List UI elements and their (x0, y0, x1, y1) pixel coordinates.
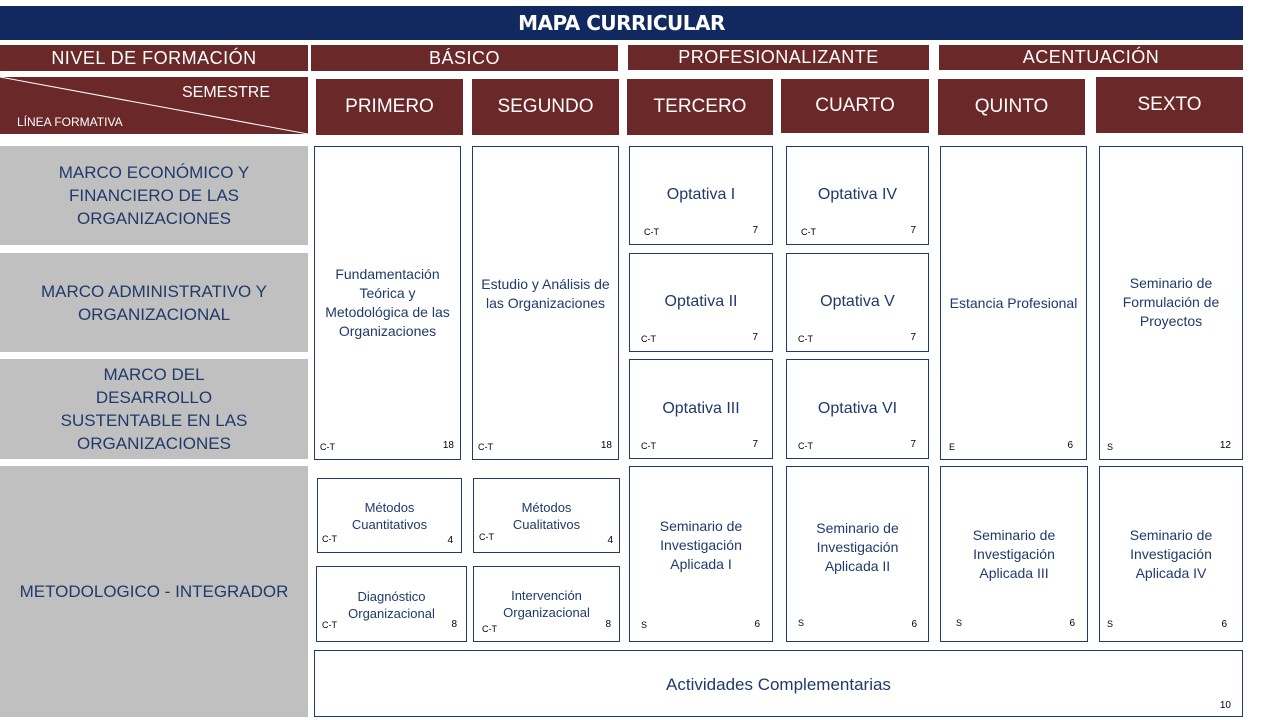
course-card-intervencion[interactable] (473, 566, 620, 642)
course-name: Seminario de Formulación de Proyectos (1122, 275, 1220, 329)
course-name: Optativa I (666, 186, 736, 203)
semester-header-6: SEXTO (1096, 77, 1243, 133)
course-name: Actividades Complementarias (666, 675, 891, 694)
course-name: Optativa VI (817, 400, 898, 417)
course-type: C-T (322, 620, 337, 630)
course-card-sia-1[interactable] (629, 466, 773, 642)
course-credits: 7 (752, 225, 758, 236)
level-basico: BÁSICO (311, 45, 618, 71)
course-credits: 7 (910, 332, 916, 343)
course-credits: 10 (1219, 700, 1231, 711)
line-label-economico: MARCO ECONÓMICO Y FINANCIERO DE LAS ORGANIZACIONES (0, 146, 308, 245)
course-credits: 7 (910, 225, 916, 236)
course-type: C-T (320, 442, 335, 452)
course-type: C-T (798, 334, 813, 344)
course-card-actividades-complementarias[interactable] (314, 650, 1243, 717)
course-card-estudio[interactable] (472, 146, 619, 460)
course-card-metodos-cuantitativos[interactable] (317, 478, 462, 553)
line-label-administrativo: MARCO ADMINISTRATIVO Y ORGANIZACIONAL (0, 253, 308, 352)
course-name: Intervención Organizacional (503, 588, 590, 620)
semestre-label: SEMESTRE (181, 84, 270, 101)
course-card-sia-2[interactable] (786, 466, 929, 642)
course-name: Estudio y Análisis de las Organizaciones (481, 276, 610, 311)
course-credits: 7 (910, 439, 916, 450)
level-profesionalizante: PROFESIONALIZANTE (628, 45, 929, 70)
course-name: Métodos Cualitativos (512, 500, 581, 532)
course-name: Optativa V (820, 293, 895, 310)
course-type: S (1107, 442, 1114, 452)
course-credits: 4 (607, 535, 613, 546)
course-credits: 8 (451, 619, 457, 630)
page-title: MAPA CURRICULAR (0, 6, 1243, 40)
course-credits: 6 (1067, 440, 1073, 451)
course-credits: 18 (600, 440, 612, 451)
line-label-metodologico: METODOLOGICO - INTEGRADOR (0, 466, 308, 717)
linea-formativa-label: LÍNEA FORMATIVA (17, 115, 123, 129)
course-card-optativa-5[interactable] (786, 253, 929, 352)
course-type: S (798, 618, 805, 628)
course-card-estancia[interactable] (940, 146, 1087, 460)
course-type: C-T (801, 227, 816, 237)
course-type: C-T (482, 624, 497, 634)
course-card-fundamentacion[interactable] (314, 146, 461, 460)
course-type: S (956, 618, 963, 628)
course-card-sia-3[interactable] (940, 466, 1088, 642)
corner-header (0, 77, 308, 134)
course-credits: 8 (605, 619, 611, 630)
course-credits: 12 (1219, 440, 1231, 451)
course-name: Seminario de Investigación Aplicada I (659, 518, 743, 572)
course-name: Optativa IV (817, 186, 898, 203)
course-card-optativa-1[interactable] (629, 146, 773, 245)
semester-header-2: SEGUNDO (472, 79, 619, 135)
course-credits: 18 (442, 440, 454, 451)
semester-header-3: TERCERO (627, 79, 773, 135)
course-card-optativa-2[interactable] (629, 253, 773, 352)
course-credits: 6 (754, 619, 760, 630)
course-card-diagnostico[interactable] (316, 566, 467, 642)
course-card-seminario-formulacion[interactable] (1099, 146, 1243, 460)
course-name: Diagnóstico Organizacional (348, 589, 435, 621)
course-name: Fundamentación Teórica y Metodológica de las Organizaciones (325, 266, 450, 339)
semester-header-5: QUINTO (938, 79, 1085, 135)
course-card-metodos-cualitativos[interactable] (473, 478, 620, 553)
course-type: C-T (641, 334, 656, 344)
course-card-sia-4[interactable] (1099, 466, 1243, 642)
course-type: C-T (641, 441, 656, 451)
course-card-optativa-4[interactable] (786, 146, 929, 245)
course-name: Seminario de Investigación Aplicada IV (1129, 527, 1213, 581)
course-name: Métodos Cuantitativos (351, 500, 428, 532)
course-type: C-T (644, 227, 659, 237)
course-name: Seminario de Investigación Aplicada III (972, 527, 1056, 581)
course-credits: 6 (1221, 619, 1227, 630)
course-name: Estancia Profesional (949, 295, 1078, 311)
course-type: C-T (479, 532, 494, 542)
course-type: E (949, 442, 956, 452)
course-name: Seminario de Investigación Aplicada II (816, 520, 899, 574)
level-acentuacion: ACENTUACIÓN (939, 45, 1243, 70)
course-type: C-T (322, 534, 337, 544)
course-credits: 6 (911, 619, 917, 630)
course-type: C-T (478, 442, 493, 452)
semester-header-4: CUARTO (781, 79, 929, 133)
line-label-sustentable: MARCO DEL DESARROLLO SUSTENTABLE EN LAS ORGANIZACIONES (0, 359, 308, 459)
course-name: Optativa II (664, 293, 738, 310)
level-header: NIVEL DE FORMACIÓN (0, 45, 308, 71)
course-card-optativa-3[interactable] (629, 359, 773, 459)
course-type: S (1107, 619, 1114, 629)
course-card-optativa-6[interactable] (786, 359, 929, 459)
course-credits: 4 (447, 535, 453, 546)
course-credits: 7 (752, 332, 758, 343)
course-name: Optativa III (662, 400, 740, 417)
course-credits: 7 (752, 439, 758, 450)
course-credits: 6 (1069, 618, 1075, 629)
course-type: C-T (798, 441, 813, 451)
course-type: S (641, 620, 648, 630)
semester-header-1: PRIMERO (316, 79, 463, 135)
